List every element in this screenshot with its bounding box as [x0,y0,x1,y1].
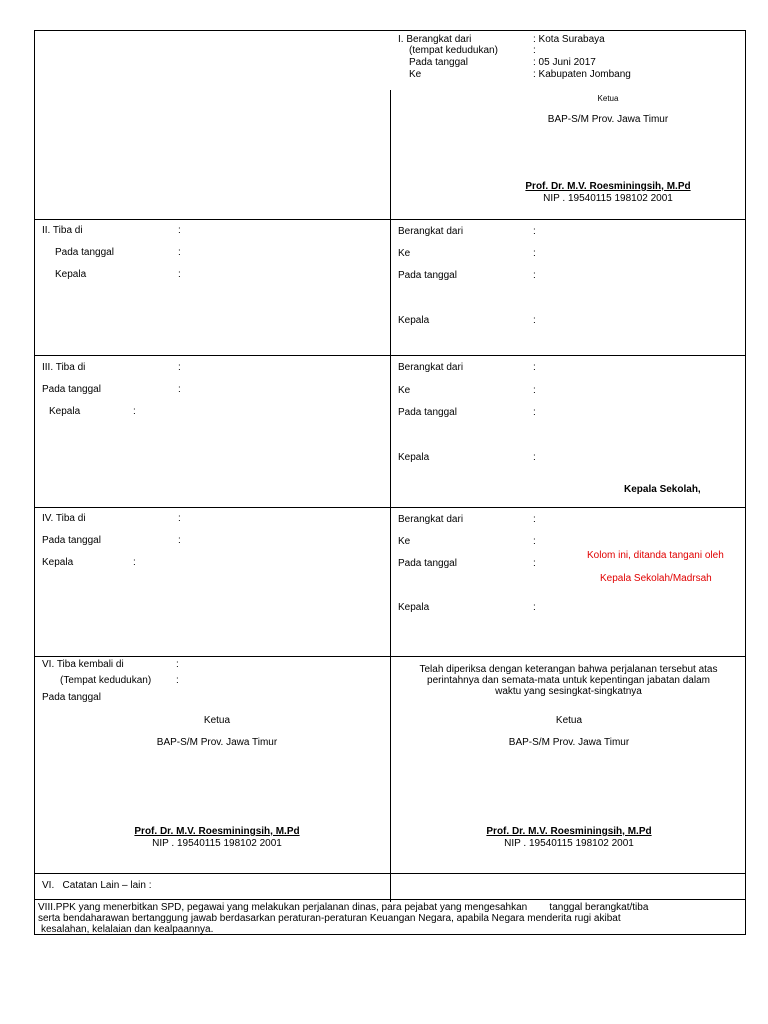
right-ketua-role: Ketua [555,715,583,726]
s4-tiba-colon: : [178,513,181,524]
tempat-kedudukan-value: : [533,45,536,56]
s4-berangkat-colon: : [533,514,536,525]
s2-tanggal-colon: : [178,247,181,258]
footer-line2: serta bendaharawan bertanggung jawab berdasarkan peraturan-peraturan Keuangan Negara, apabila Negara menderita rugi akibat [38,913,621,924]
s3-kepala-right-colon: : [533,452,536,463]
s3-berangkat-label: Berangkat dari [398,362,464,373]
s2-kepala-colon: : [178,269,181,280]
footer-line1: VIII.PPK yang menerbitkan SPD, pegawai yang melakukan perjalanan dinas, para pejabat yang mengesahkan tanggal berangkat/tiba [38,902,649,913]
row-divider-5 [34,873,746,874]
s3-ke-colon: : [533,385,536,396]
s4-kepala-right-label: Kepala [398,602,430,613]
s2-tanggal-right-colon: : [533,270,536,281]
pada-tanggal-value: : 05 Juni 2017 [533,57,596,68]
s2-ke-colon: : [533,248,536,259]
column-divider-top [390,90,391,902]
berangkat-dari-value: : Kota Surabaya [533,34,605,45]
ke-value: : Kabupaten Jombang [533,69,631,80]
s2-kepala-label: Kepala [55,269,87,280]
berangkat-dari-label: I. Berangkat dari [398,34,472,45]
s2-ke-label: Ke [398,248,411,259]
org-name: BAP-S/M Prov. Jawa Timur [547,114,669,125]
s3-tanggal-right-colon: : [533,407,536,418]
s4-kepala-label: Kepala [42,557,74,568]
footer-note [38,902,742,935]
s3-tiba-label: III. Tiba di [42,362,86,373]
s4-tanggal-right-label: Pada tanggal [398,558,457,569]
right-signer-name: Prof. Dr. M.V. Roesminingsih, M.Pd [486,826,652,837]
tiba-kembali-colon: : [176,659,179,670]
s4-kepala-colon: : [133,557,136,568]
s3-kepala-label: Kepala [49,406,81,417]
right-signer-nip: NIP . 19540115 198102 2001 [504,838,634,849]
s2-tanggal-right-label: Pada tanggal [398,270,457,281]
s2-tiba-label: II. Tiba di [42,225,83,236]
signature-note-line1: Kolom ini, ditanda tangani oleh [587,550,724,561]
s3-kepala-right-label: Kepala [398,452,430,463]
s4-tanggal-colon: : [178,535,181,546]
s3-berangkat-colon: : [533,362,536,373]
signer-nip: NIP . 19540115 198102 2001 [543,193,673,204]
s4-tiba-label: IV. Tiba di [42,513,86,524]
tempat-kedudukan-label: (tempat kedudukan) [409,45,498,56]
s2-berangkat-label: Berangkat dari [398,226,464,237]
kepala-sekolah-label: Kepala Sekolah, [624,484,701,495]
row-divider-3 [34,507,746,508]
row-divider-2 [34,355,746,356]
statement-line1: Telah diperiksa dengan keterangan bahwa perjalanan tersebut atas [419,664,718,675]
s2-tanggal-label: Pada tanggal [55,247,114,258]
statement-line2: perintahnya dan semata-mata untuk kepentingan jabatan dalam [427,675,710,686]
s4-ke-colon: : [533,536,536,547]
left-signer-name: Prof. Dr. M.V. Roesminingsih, M.Pd [134,826,300,837]
signer-name: Prof. Dr. M.V. Roesminingsih, M.Pd [525,181,691,192]
tiba-kembali-label: VI. Tiba kembali di [42,659,124,670]
s3-tanggal-right-label: Pada tanggal [398,407,457,418]
tempat-kedudukan-return-label: (Tempat kedudukan) [60,675,152,686]
s4-ke-label: Ke [398,536,411,547]
s3-tanggal-label: Pada tanggal [42,384,101,395]
right-org-name: BAP-S/M Prov. Jawa Timur [508,737,630,748]
statement-line3: waktu yang sesingkat-singkatnya [495,686,642,697]
s2-kepala-right-colon: : [533,315,536,326]
s4-kepala-right-colon: : [533,602,536,613]
footer-line3: kesalahan, kelalaian dan kealpaannya. [41,924,214,935]
catatan-lain-label: VI. Catatan Lain – lain : [42,880,152,891]
s3-kepala-colon: : [133,406,136,417]
s4-berangkat-label: Berangkat dari [398,514,464,525]
ke-label: Ke [409,69,422,80]
s3-tanggal-colon: : [178,384,181,395]
left-ketua-role: Ketua [203,715,231,726]
left-org-name: BAP-S/M Prov. Jawa Timur [156,737,278,748]
return-tanggal-label: Pada tanggal [42,692,101,703]
row-divider-6 [34,899,746,900]
s2-berangkat-colon: : [533,226,536,237]
s3-ke-label: Ke [398,385,411,396]
s2-kepala-right-label: Kepala [398,315,430,326]
s4-tanggal-right-colon: : [533,558,536,569]
row-divider-1 [34,219,746,220]
s3-tiba-colon: : [178,362,181,373]
pada-tanggal-label: Pada tanggal [409,57,468,68]
s2-tiba-colon: : [178,225,181,236]
signature-note-line2: Kepala Sekolah/Madrsah [600,573,712,584]
left-signer-nip: NIP . 19540115 198102 2001 [152,838,282,849]
tempat-kedudukan-return-colon: : [176,675,179,686]
s4-tanggal-label: Pada tanggal [42,535,101,546]
ketua-role: Ketua [597,94,619,103]
row-divider-4 [34,656,746,657]
